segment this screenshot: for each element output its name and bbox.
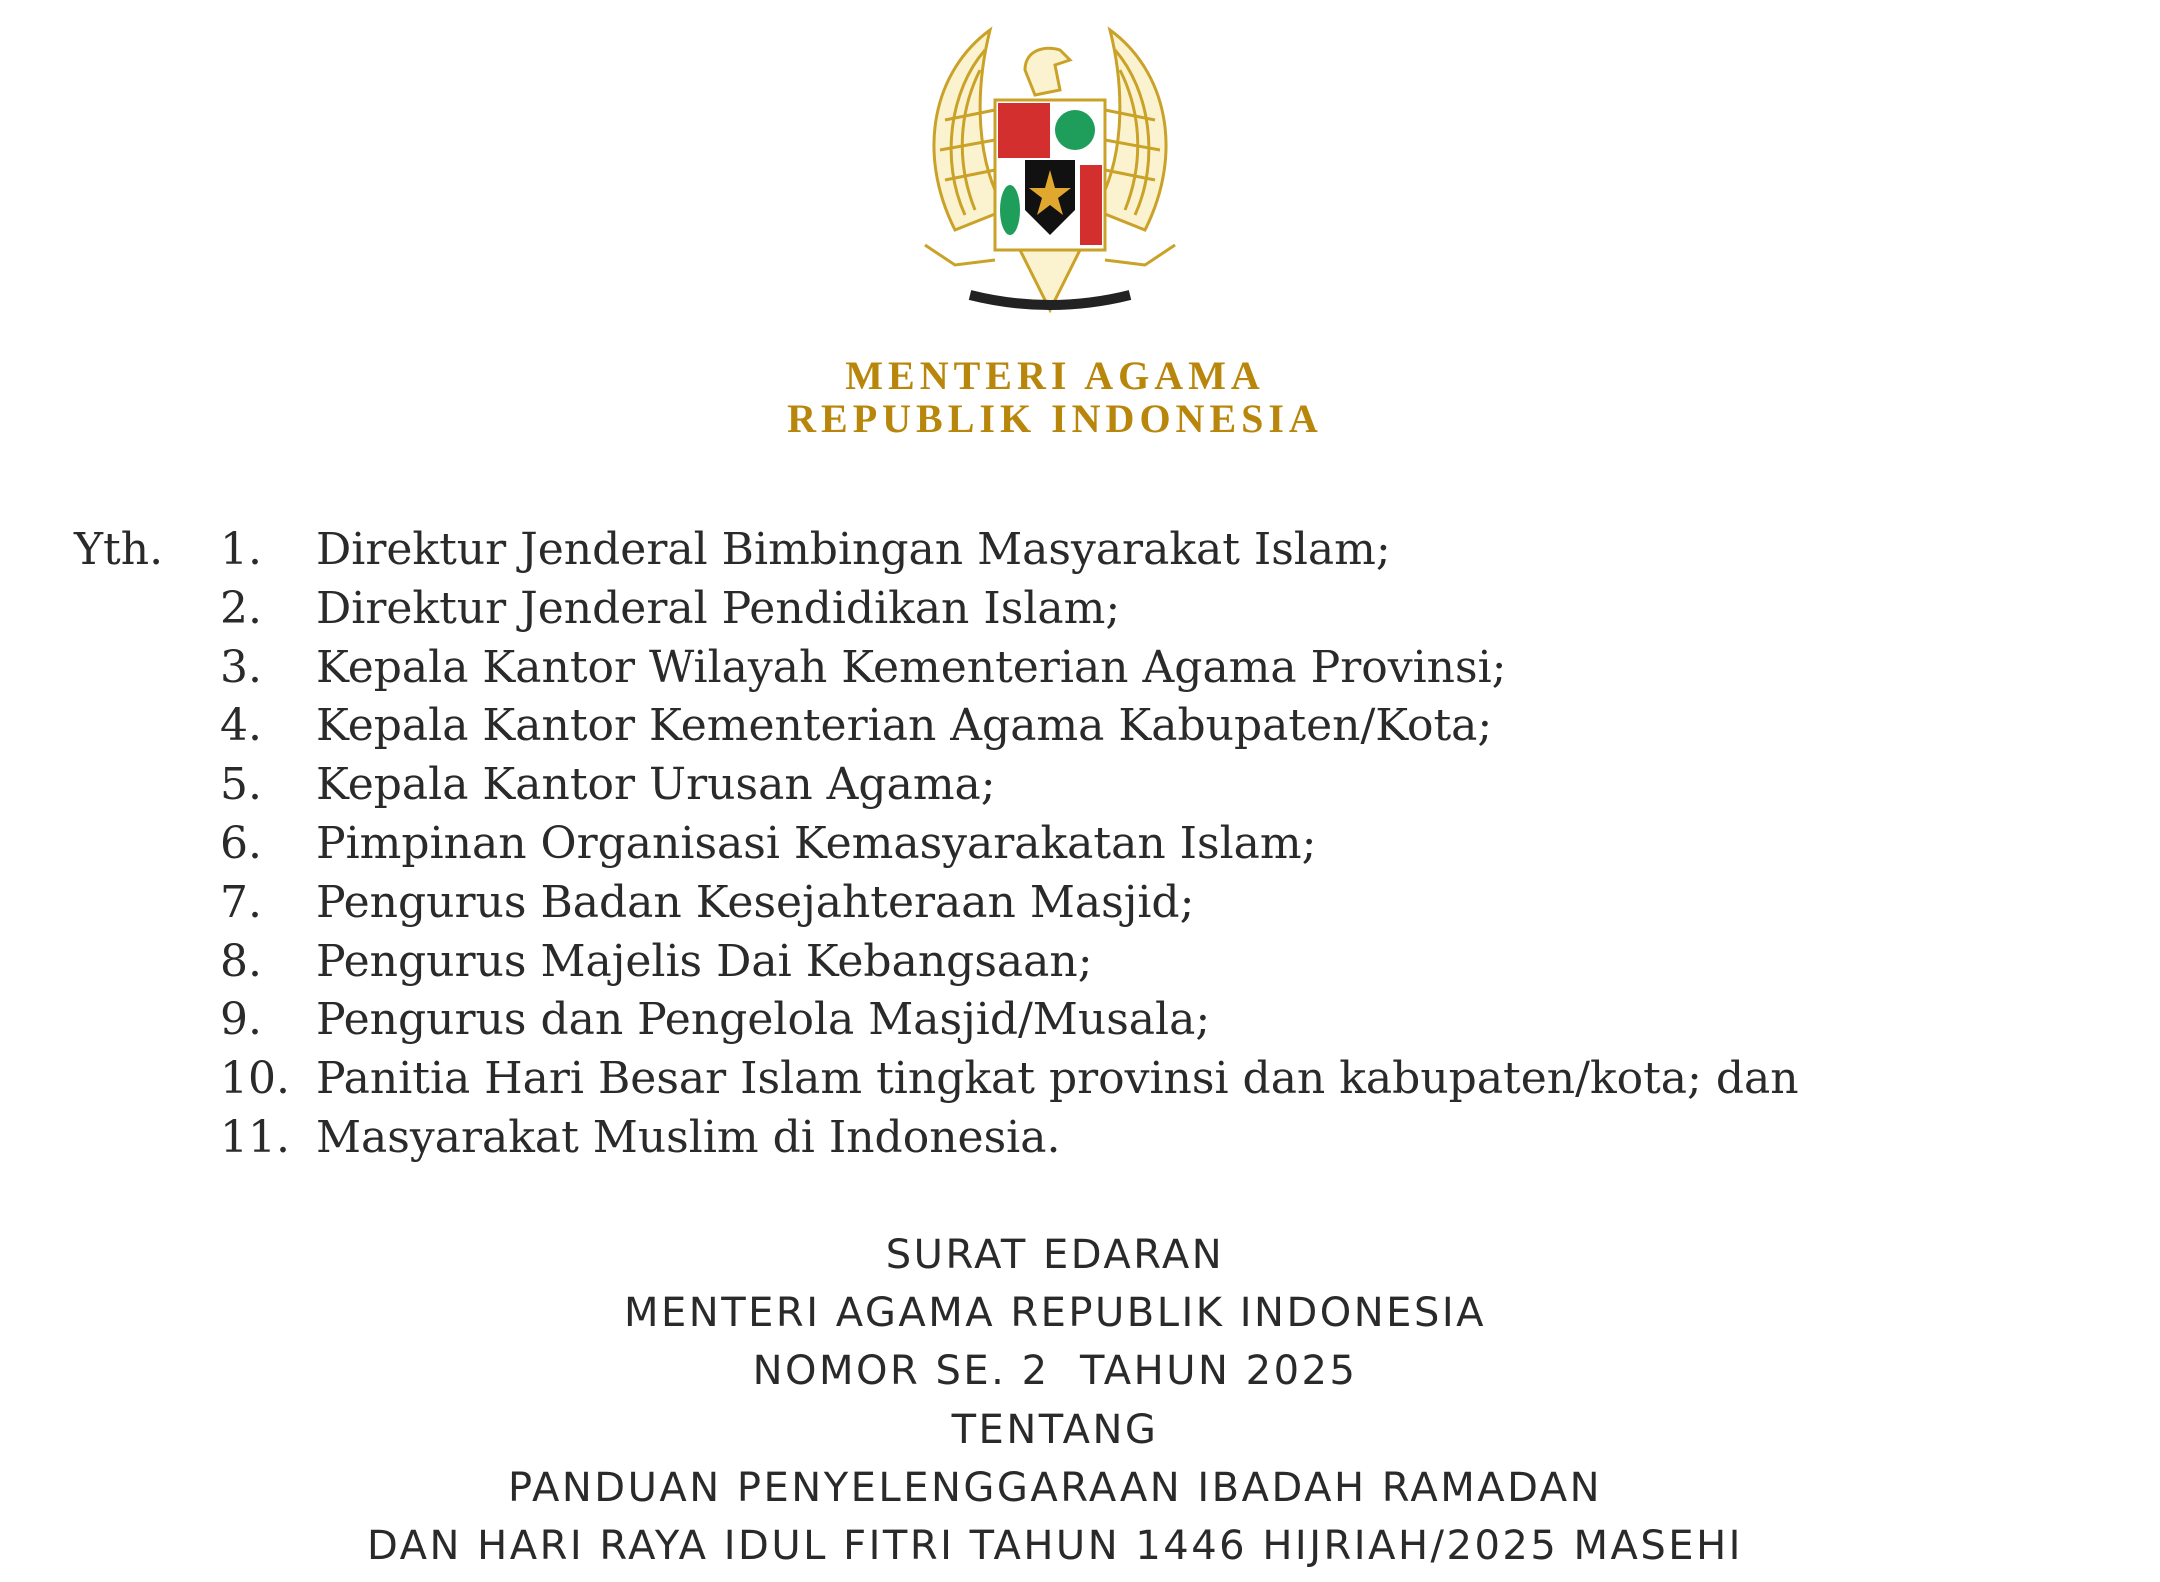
item-number: 2. — [220, 582, 262, 634]
addressee-item — [220, 994, 1799, 1053]
item-number: 7. — [220, 876, 262, 928]
addressee-item — [220, 877, 1799, 936]
item-number: 4. — [220, 700, 262, 752]
title-line-1: SURAT EDARAN — [885, 1232, 1225, 1278]
item-number: 1. — [220, 524, 262, 575]
item-number: 10. — [220, 1053, 290, 1105]
addressee-item — [220, 759, 1799, 818]
addressee-item — [220, 936, 1799, 995]
item-text: Pengurus Badan Kesejahteraan Masjid; — [316, 876, 1195, 928]
item-text: Kepala Kantor Wilayah Kementerian Agama Provinsi; — [316, 641, 1507, 693]
item-number: 5. — [220, 759, 262, 811]
item-text: Pengurus dan Pengelola Masjid/Musala; — [316, 994, 1211, 1046]
garuda-emblem-icon — [895, 10, 1205, 330]
title-line-5: PANDUAN PENYELENGGARAAN IBADAH RAMADAN — [507, 1465, 1603, 1511]
title-line-6: DAN HARI RAYA IDUL FITRI TAHUN 1446 HIJRIAH/2025 MASEHI — [367, 1523, 1743, 1569]
addressee-item — [220, 700, 1799, 759]
item-text: Direktur Jenderal Bimbingan Masyarakat Islam; — [316, 524, 1391, 575]
addressee-label: Yth. — [74, 524, 164, 575]
letterhead-line-2: REPUBLIK INDONESIA — [787, 396, 1323, 441]
addressee-item — [220, 583, 1799, 642]
item-text: Panitia Hari Besar Islam tingkat provinsi dan kabupaten/kota; dan — [316, 1053, 1799, 1105]
item-number: 8. — [220, 935, 262, 987]
item-text: Pimpinan Organisasi Kemasyarakatan Islam; — [316, 817, 1317, 869]
item-text: Masyarakat Muslim di Indonesia. — [316, 1111, 1061, 1163]
addressee-item — [220, 1053, 1799, 1112]
item-text: Kepala Kantor Urusan Agama; — [316, 759, 996, 811]
item-text: Pengurus Majelis Dai Kebangsaan; — [316, 935, 1093, 987]
addressee-item — [220, 818, 1799, 877]
item-number: 6. — [220, 817, 262, 869]
item-number: 11. — [220, 1111, 290, 1163]
title-line-4: TENTANG — [951, 1407, 1159, 1453]
addressee-item — [220, 1112, 1799, 1171]
item-number: 9. — [220, 994, 262, 1046]
addressee-list — [220, 524, 1799, 1171]
title-line-3: NOMOR SE. 2 TAHUN 2025 — [752, 1348, 1358, 1394]
title-line-2: MENTERI AGAMA REPUBLIK INDONESIA — [623, 1290, 1486, 1336]
item-text: Kepala Kantor Kementerian Agama Kabupaten/Kota; — [316, 700, 1493, 752]
addressee-item — [220, 524, 1799, 583]
item-number: 3. — [220, 641, 262, 693]
item-text: Direktur Jenderal Pendidikan Islam; — [316, 582, 1121, 634]
addressee-item — [220, 642, 1799, 701]
letterhead-line-1: MENTERI AGAMA — [845, 353, 1265, 398]
